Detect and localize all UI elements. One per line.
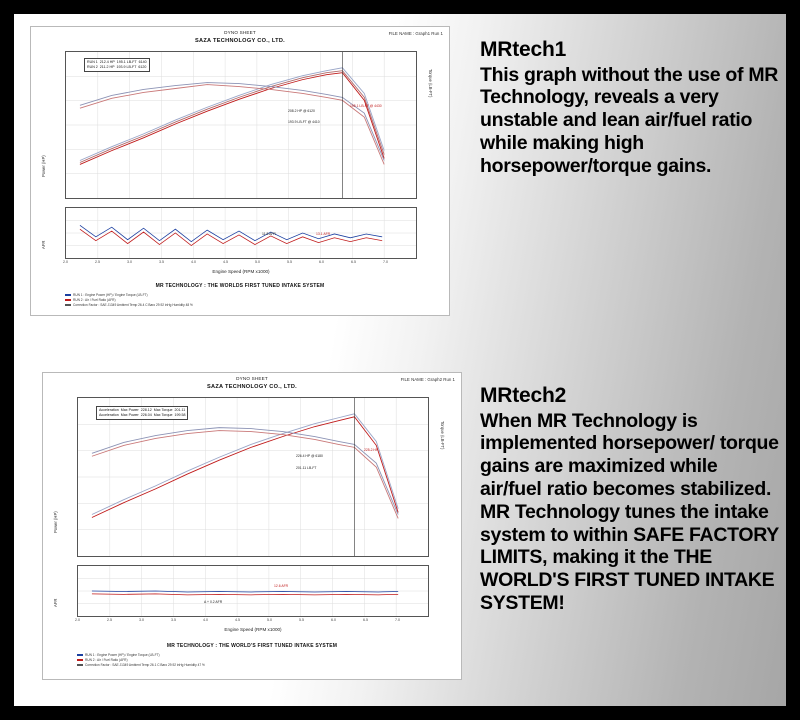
table-cell: 228.12 [140, 408, 152, 412]
legend-1 [65, 293, 193, 307]
legend-swatch-icon [77, 664, 83, 666]
annotation-power-2: 225.2 HP [364, 448, 379, 452]
sheet-header-right: FILE NAME : Graph1 Run 1 [388, 31, 443, 36]
xtick: 3.0 [139, 618, 144, 622]
heading-mrtech2: MRtech2 [480, 384, 567, 407]
xtick: 3.5 [159, 260, 164, 264]
legend-item [65, 303, 193, 308]
annotation-afr-lean-1: 11.8 AFR [262, 232, 276, 236]
afr-curves-2 [78, 566, 428, 616]
xtick: 4.5 [235, 618, 240, 622]
xaxis-label-2: Engine Speed (RPM x1000) [224, 627, 282, 632]
annotation-torque-1: 195.1 LB-FT @ 4430 [350, 104, 382, 108]
xtick: 5.5 [287, 260, 292, 264]
xtick: 6.0 [331, 618, 336, 622]
yaxis-label-torque-1: Torque (LB-FT) [428, 69, 433, 98]
xtick: 6.5 [363, 618, 368, 622]
annotation-power-peak-2: 226.4 HP @ 6180 [296, 454, 323, 458]
table-header: Max Torque [153, 413, 173, 418]
body-text: When MR Technology is implemented horsepower/ torque gains are maximized while air/fuel ratio becomes stabilized. MR Technology tunes the intake system to within SAFE FACTORY LIMITS, making it the THE WORLD'S FIRST TUNED INTAKE SYSTEM! [480, 409, 779, 615]
yaxis-label-power-2: Power (HP) [53, 511, 58, 533]
text-block-mrtech2 [480, 384, 780, 615]
sheet-header-line2: SAZA TECHNOLOGY CO., LTD. [206, 384, 298, 390]
legend-label: RUN 2 : Air / Fuel Ratio (AFR) [85, 657, 128, 662]
legend-swatch-icon [65, 304, 71, 306]
table-cell: 193.9 LB-FT [116, 65, 137, 70]
xtick: 7.0 [383, 260, 388, 264]
afr-curves-1 [66, 208, 416, 258]
annotation-afr-stable-2: 12.6 AFR [274, 584, 289, 588]
xtick: 6.5 [351, 260, 356, 264]
xtick: 2.5 [95, 260, 100, 264]
table-cell: 6140 [138, 60, 147, 64]
legend-swatch-icon [65, 299, 71, 301]
body-mrtech2 [480, 410, 780, 615]
legend-label: RUN 1 : Engine Power (HP) / Engine Torque (LB-FT) [85, 653, 160, 657]
data-table-1 [84, 58, 150, 72]
annotation-torque-2: 193.9 LB-FT @ 4410 [288, 120, 320, 124]
legend-label: Correction Factor : SAE J1349 Ambient Temp 26.4 C Baro 29.92 inHg Humidity 48 % [73, 302, 193, 307]
xtick: 2.0 [75, 618, 80, 622]
yaxis-label-torque-2: Torque (LB-FT) [440, 421, 445, 450]
power-torque-plot-2 [77, 397, 429, 557]
sheet-header-line1: DYNO SHEET [236, 376, 268, 381]
panel-mrtech2 [14, 350, 786, 706]
xtick: 3.5 [171, 618, 176, 622]
afr-plot-2 [77, 565, 429, 617]
annotation-torque-peak-2: 201.11 LB-FT [296, 466, 317, 470]
afr-plot-1 [65, 207, 417, 259]
panel-mrtech1 [14, 14, 786, 350]
table-cell: Acceleration [99, 408, 119, 412]
legend-label: Correction Factor : SAE J1349 Ambient Temp 26.1 C Baro 29.92 inHg Humidity 47 % [85, 662, 205, 667]
heading-mrtech1: MRtech1 [480, 38, 567, 61]
sheet-footer-title-1: MR TECHNOLOGY : THE WORLDS FIRST TUNED INTAKE SYSTEM [155, 283, 325, 289]
power-torque-curves-1 [66, 52, 416, 198]
legend-label: RUN 2 : Air / Fuel Ratio (AFR) [73, 297, 116, 302]
xtick: 4.0 [203, 618, 208, 622]
table-cell: 195.1 LB-FT [116, 60, 137, 64]
xtick: 2.5 [107, 618, 112, 622]
xtick: 5.0 [267, 618, 272, 622]
table-cell: 199.58 [174, 413, 186, 418]
table-cell: 201.11 [174, 408, 186, 412]
table-cell: 6120 [138, 65, 147, 70]
sheet-footer-title-2: MR TECHNOLOGY : THE WORLD'S FIRST TUNED INTAKE SYSTEM [166, 643, 338, 649]
data-table-2 [96, 406, 188, 420]
table-cell: Acceleration [99, 413, 119, 418]
annotation-power-peak-1: 208.2 HP @ 6120 [288, 109, 315, 113]
table-cell: 212.4 HP [99, 60, 115, 64]
dyno-sheet-2 [42, 372, 462, 680]
xtick: 3.0 [127, 260, 132, 264]
text-block-mrtech1 [480, 38, 780, 178]
xtick: 2.0 [63, 260, 68, 264]
xtick: 7.0 [395, 618, 400, 622]
sheet-header-line2: SAZA TECHNOLOGY CO., LTD. [194, 38, 286, 44]
power-torque-curves-2 [78, 398, 428, 556]
table-cell: RUN 2 [87, 65, 98, 70]
yaxis-label-afr-1: AFR [41, 240, 46, 249]
xtick: 4.0 [191, 260, 196, 264]
xaxis-label-1: Engine Speed (RPM x1000) [212, 269, 270, 274]
annotation-afr-rich-1: 13.1 AFR [316, 232, 331, 236]
legend-swatch-icon [77, 654, 83, 656]
table-cell: RUN 1 [87, 60, 98, 64]
legend-swatch-icon [77, 659, 83, 661]
yaxis-label-power-1: Power (HP) [41, 155, 46, 177]
sheet-header-line1: DYNO SHEET [224, 30, 256, 35]
table-header: Max Torque [153, 408, 173, 412]
table-header: Max Power [120, 408, 139, 412]
table-cell: 226.04 [140, 413, 152, 418]
poster-panel [14, 14, 786, 706]
body-mrtech1 [480, 64, 780, 178]
body-text: This graph without the use of MR Technology, reveals a very unstable and lean air/fuel ratio while making high horsepower/torque gains. [480, 63, 779, 177]
annotation-afr-delta-2: A + 0.2 AFR [204, 600, 223, 604]
xtick: 6.0 [319, 260, 324, 264]
legend-2 [77, 653, 205, 667]
table-cell: 211.2 HP [99, 65, 115, 70]
legend-swatch-icon [65, 294, 71, 296]
xtick: 5.5 [299, 618, 304, 622]
legend-item [77, 663, 205, 668]
table-header: Max Power [120, 413, 139, 418]
dyno-sheet-1 [30, 26, 450, 316]
yaxis-label-afr-2: AFR [53, 598, 58, 607]
sheet-header-right: FILE NAME : Graph2 Run 1 [400, 377, 455, 382]
xtick: 4.5 [223, 260, 228, 264]
xtick: 5.0 [255, 260, 260, 264]
power-torque-plot-1 [65, 51, 417, 199]
legend-label: RUN 1 : Engine Power (HP) / Engine Torque (LB-FT) [73, 293, 148, 297]
